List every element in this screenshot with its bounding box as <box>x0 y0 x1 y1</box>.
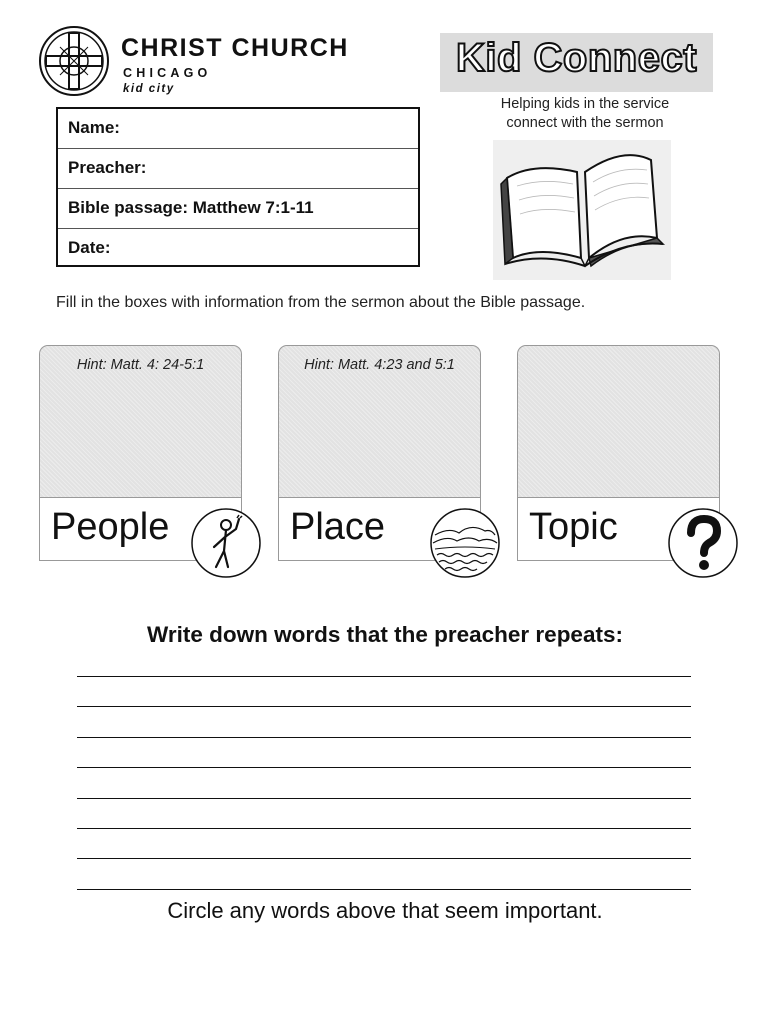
topic-card <box>517 345 722 561</box>
circle-instruction: Circle any words above that seem important. <box>167 898 603 923</box>
topic-label: Topic <box>529 506 618 548</box>
bible-passage-field[interactable]: Bible passage: Matthew 7:1-11 <box>58 189 418 229</box>
place-hint: Hint: Matt. 4:23 and 5:1 <box>304 357 455 373</box>
name-field[interactable]: Name: <box>58 109 418 149</box>
writing-line[interactable] <box>77 889 691 890</box>
open-book-icon <box>493 140 671 280</box>
place-card <box>278 345 483 561</box>
writing-line[interactable] <box>77 767 691 768</box>
church-ministry: kid city <box>123 83 175 95</box>
program-title: Kid Connect <box>455 36 698 80</box>
church-city: CHICAGO <box>123 66 212 80</box>
church-name: CHRIST CHURCH <box>121 34 349 62</box>
people-label: People <box>51 506 170 548</box>
people-hint: Hint: Matt. 4: 24-5:1 <box>76 357 205 373</box>
tagline-line-2: connect with the sermon <box>506 115 664 131</box>
writing-line[interactable] <box>77 706 691 707</box>
topic-answer-box[interactable] <box>517 345 720 497</box>
place-label: Place <box>290 506 386 548</box>
question-mark-icon <box>667 507 739 579</box>
church-seal-logo <box>38 25 110 97</box>
instructions: Fill in the boxes with information from the sermon about the Bible passage. <box>56 294 586 311</box>
program-tagline <box>470 95 700 133</box>
stick-figure-icon <box>190 507 262 579</box>
repeat-words-heading: Write down words that the preacher repeats: <box>147 622 623 647</box>
tagline-line-1: Helping kids in the service <box>500 96 670 112</box>
writing-line[interactable] <box>77 737 691 738</box>
info-form <box>56 107 420 267</box>
landscape-icon <box>429 507 501 579</box>
writing-line[interactable] <box>77 828 691 829</box>
writing-line[interactable] <box>77 798 691 799</box>
writing-line[interactable] <box>77 676 691 677</box>
writing-line[interactable] <box>77 858 691 859</box>
people-card <box>39 345 244 561</box>
date-field[interactable]: Date: <box>68 238 111 257</box>
preacher-field[interactable]: Preacher: <box>58 149 418 189</box>
